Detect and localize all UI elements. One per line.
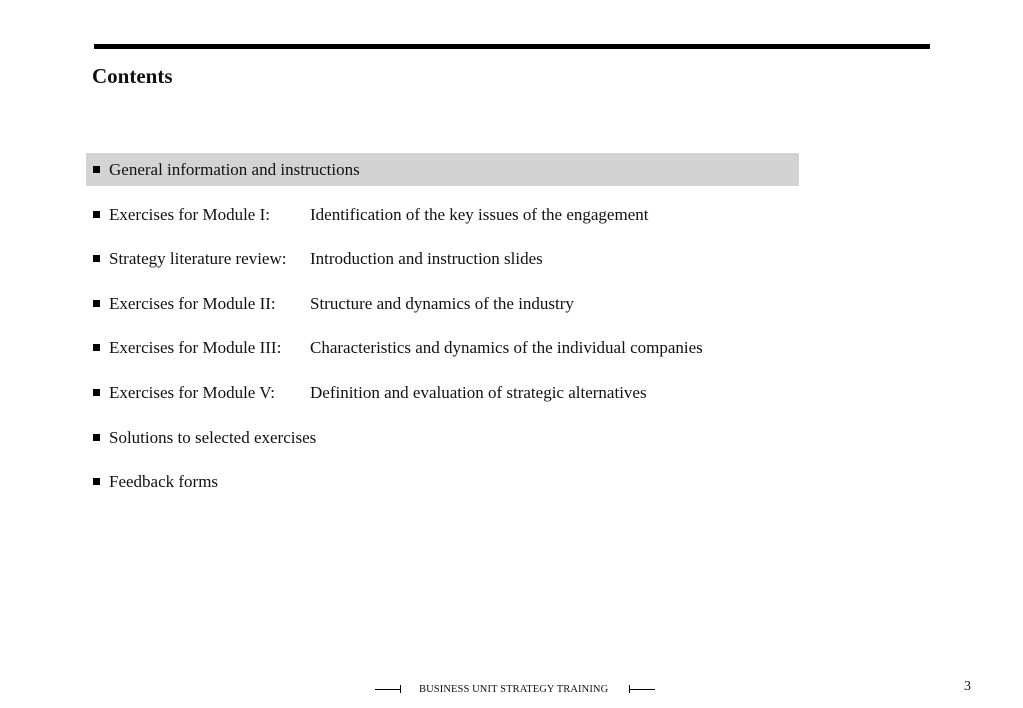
header-rule — [94, 44, 930, 49]
square-bullet-icon — [93, 211, 100, 218]
footer-rule-left — [375, 689, 400, 690]
square-bullet-icon — [93, 389, 100, 396]
square-bullet-icon — [93, 166, 100, 173]
footer-title: BUSINESS UNIT STRATEGY TRAINING — [419, 684, 609, 695]
contents-item-module-5[interactable] — [86, 376, 799, 409]
contents-item-description: Introduction and instruction slides — [310, 249, 543, 269]
footer-rule-right — [630, 689, 655, 690]
contents-item-solutions[interactable] — [86, 421, 799, 454]
square-bullet-icon — [93, 255, 100, 262]
footer-tick-left — [400, 685, 401, 693]
square-bullet-icon — [93, 344, 100, 351]
contents-item-feedback-forms[interactable] — [86, 465, 799, 498]
page-footer — [0, 680, 1023, 700]
contents-list — [86, 153, 799, 510]
square-bullet-icon — [93, 300, 100, 307]
contents-item-description: Definition and evaluation of strategic alternatives — [310, 382, 647, 402]
contents-item-description: Characteristics and dynamics of the individual companies — [310, 338, 703, 358]
square-bullet-icon — [93, 434, 100, 441]
contents-item-label: Exercises for Module I: — [109, 204, 270, 224]
contents-item-label: Exercises for Module III: — [109, 338, 282, 358]
contents-item-label: Strategy literature review: — [109, 249, 287, 269]
page-number: 3 — [964, 679, 971, 694]
contents-item-literature-review[interactable] — [86, 242, 799, 275]
contents-item-module-3[interactable] — [86, 331, 799, 364]
square-bullet-icon — [93, 478, 100, 485]
contents-item-label: Exercises for Module V: — [109, 382, 276, 402]
contents-item-label: Feedback forms — [109, 472, 219, 492]
contents-item-label: Exercises for Module II: — [109, 293, 276, 313]
contents-item-label: Solutions to selected exercises — [109, 427, 317, 447]
contents-item-label: General information and instructions — [109, 160, 360, 179]
contents-item-description: Structure and dynamics of the industry — [310, 293, 574, 313]
contents-item-description: Identification of the key issues of the engagement — [310, 204, 649, 224]
contents-item-module-2[interactable] — [86, 287, 799, 320]
page-title: Contents — [92, 64, 173, 88]
contents-item-general-information[interactable] — [86, 153, 799, 186]
contents-item-module-1[interactable] — [86, 198, 799, 231]
